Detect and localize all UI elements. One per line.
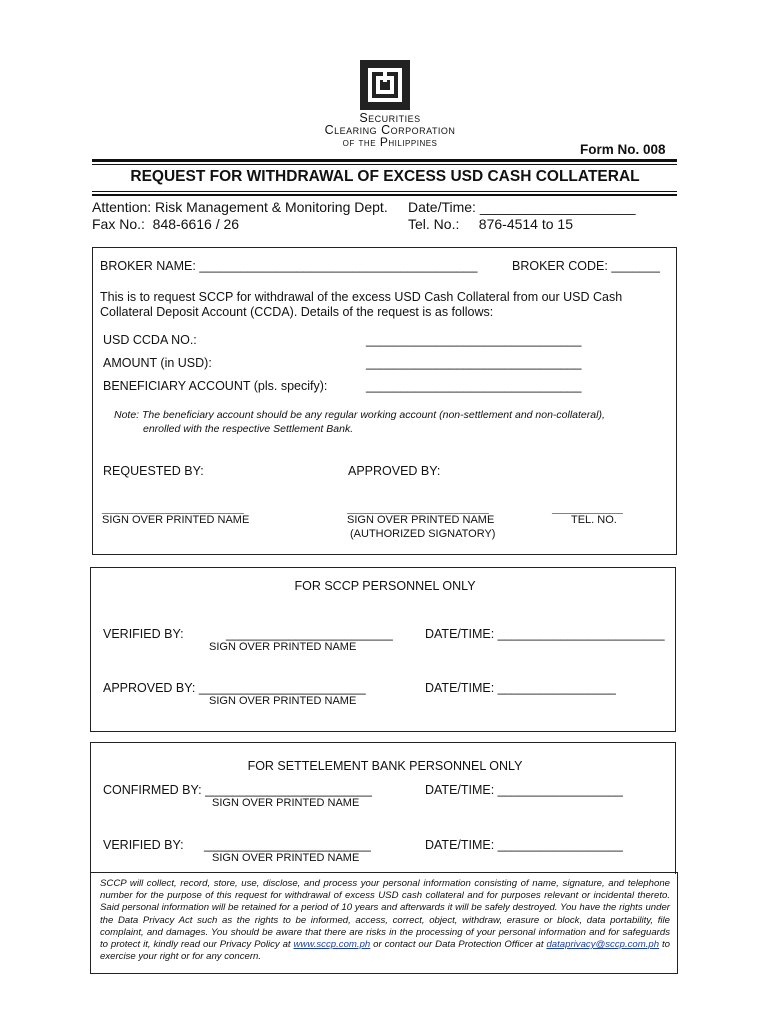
logo-line-2: Clearing Corporation — [324, 123, 456, 137]
broker-code-field[interactable]: BROKER CODE: _______ — [512, 259, 660, 273]
approved-signature-line[interactable]: ______________________________ — [347, 504, 489, 514]
requested-sign-label: SIGN OVER PRINTED NAME — [102, 514, 250, 526]
title-rule-thick — [92, 194, 677, 196]
bank-confirmed-field[interactable]: CONFIRMED BY: ________________________ — [103, 783, 372, 797]
privacy-policy-link[interactable]: www.sccp.com.ph — [293, 939, 371, 951]
dpo-email-link[interactable]: dataprivacy@sccp.com.ph — [546, 939, 660, 951]
form-title: REQUEST FOR WITHDRAWAL OF EXCESS USD CASH COLLATERAL — [130, 168, 640, 185]
sccp-verified-label: VERIFIED BY: — [103, 627, 184, 641]
requested-signature-line[interactable]: ______________________________ — [102, 504, 244, 514]
fax-line: Fax No.: 848-6616 / 26 — [92, 216, 240, 232]
bank-confirmed-date-field[interactable]: DATE/TIME: __________________ — [425, 783, 623, 797]
sccp-approved-date-field[interactable]: DATE/TIME: _________________ — [425, 681, 616, 695]
intro-line-2: Collateral Deposit Account (CCDA). Details of the request is as follows: — [100, 305, 494, 319]
form-number: Form No. 008 — [580, 142, 666, 157]
attention-line: Attention: Risk Management & Monitoring Dept. — [92, 199, 388, 215]
sccp-personnel-heading: FOR SCCP PERSONNEL ONLY — [294, 579, 476, 593]
approved-by-label: APPROVED BY: — [348, 464, 441, 478]
tel-no-label: TEL. NO. — [571, 514, 617, 526]
authorized-signatory-label: (AUTHORIZED SIGNATORY) — [350, 528, 496, 540]
broker-name-field[interactable]: BROKER NAME: ________________________________________ — [100, 259, 478, 273]
sccp-verified-input[interactable]: ________________________ — [226, 627, 393, 641]
logo-line-1: Securities — [359, 111, 421, 125]
beneficiary-label: BENEFICIARY ACCOUNT (pls. specify): — [103, 379, 328, 393]
privacy-notice: SCCP will collect, record, store, use, disclose, and process your personal information consisting of name, signature, and telephone number for the purpose of this request for withdrawal of excess USD cash collateral and for purposes relevant or incidental thereto. Said personal information will be retained for a period of 10 years and afterwards it will be safely destroyed. You have the rights under the Data Privacy Act such as the rights to be informed, access, correct, object, withdraw, erasure or block, data portability, file complaint, and damages. You should be aware that there are risks in the processing of your personal information and for safeguards to protect it, kindly read our Privacy Policy at www.sccp.com.ph or contact our Data Protection Officer at dataprivacy@sccp.com.ph to exercise your right or for any concern. — [100, 878, 670, 963]
beneficiary-input[interactable]: _______________________________ — [366, 379, 582, 393]
usd-ccda-label: USD CCDA NO.: — [103, 333, 197, 347]
amount-input[interactable]: _______________________________ — [366, 356, 582, 370]
sccp-verified-sign-label: SIGN OVER PRINTED NAME — [209, 641, 357, 653]
header-rule-thick — [92, 159, 677, 162]
datetime-field[interactable]: Date/Time: ____________________ — [408, 199, 636, 215]
tel-signature-line[interactable]: _______________ — [552, 504, 623, 514]
intro-line-1: This is to request SCCP for withdrawal of the excess USD Cash Collateral from our USD Cash — [100, 290, 623, 304]
header-rule-thin — [92, 164, 677, 165]
bank-verified-input[interactable]: ________________________ — [204, 838, 371, 852]
sccp-approved-field[interactable]: APPROVED BY: ________________________ — [103, 681, 366, 695]
note-line-1: Note: The beneficiary account should be any regular working account (non-settlement and non-collateral), — [114, 409, 605, 421]
logo-line-3: of the Philippines — [342, 135, 438, 149]
bank-verified-date-field[interactable]: DATE/TIME: __________________ — [425, 838, 623, 852]
tel-line: Tel. No.: 876-4514 to 15 — [408, 216, 573, 232]
bank-confirmed-sign-label: SIGN OVER PRINTED NAME — [212, 797, 360, 809]
bank-personnel-heading: FOR SETTELEMENT BANK PERSONNEL ONLY — [247, 759, 523, 773]
title-rule-thin — [92, 191, 677, 192]
bank-verified-sign-label: SIGN OVER PRINTED NAME — [212, 852, 360, 864]
amount-label: AMOUNT (in USD): — [103, 356, 212, 370]
usd-ccda-input[interactable]: _______________________________ — [366, 333, 582, 347]
sccp-approved-sign-label: SIGN OVER PRINTED NAME — [209, 695, 357, 707]
approved-sign-label: SIGN OVER PRINTED NAME — [347, 514, 495, 526]
note-line-2: enrolled with the respective Settlement Bank. — [143, 423, 354, 435]
bank-verified-label: VERIFIED BY: — [103, 838, 184, 852]
sccp-verified-date-field[interactable]: DATE/TIME: ________________________ — [425, 627, 665, 641]
sccp-logo-icon — [360, 60, 410, 110]
requested-by-label: REQUESTED BY: — [103, 464, 204, 478]
